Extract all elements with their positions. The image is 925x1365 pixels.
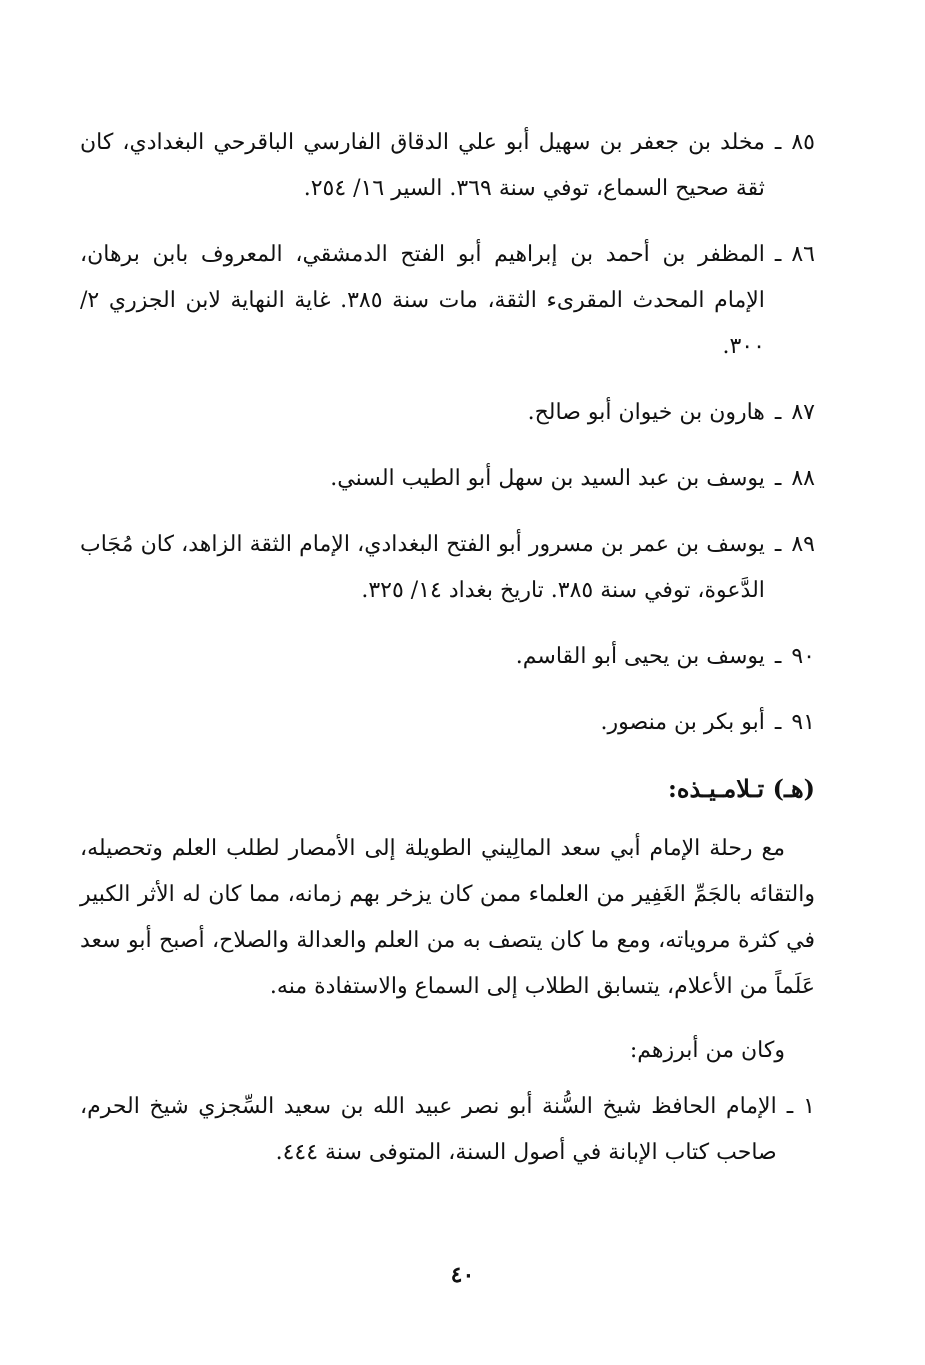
entry-number: ١ bbox=[803, 1094, 815, 1119]
entry-dash: ـ bbox=[774, 242, 782, 267]
body-paragraph: مع رحلة الإمام أبي سعد المالِيني الطويلة إلى الأمصار لطلب العلم وتحصيله، والتقائه بالجَمِّ الغَفِير من العلماء ممن كان يزخر بهم زمانه، مما كان له الأثر الكبير في كثرة مروياته، ومع ما كان يتصف به من العلم والعدالة والصلاح، أصبح أبو سعد عَلَماً من الأعلام، يتسابق الطلاب إلى السماع والاستفادة منه. bbox=[80, 836, 816, 999]
entry-dash: ـ bbox=[786, 1094, 794, 1119]
entry-dash: ـ bbox=[774, 466, 782, 491]
entry-text: المظفر بن أحمد بن إبراهيم أبو الفتح الدمشقي، المعروف بابن برهان، الإمام المحدث المقرىء الثقة، مات سنة ٣٨٥. غاية النهاية لابن الجزري ٢/ ٣٠٠. bbox=[80, 242, 765, 359]
list-item bbox=[80, 700, 815, 746]
entry-text: يوسف بن عمر بن مسرور أبو الفتح البغدادي، الإمام الثقة الزاهد، كان مُجَاب الدَّعوة، توفي سنة ٣٨٥. تاريخ بغداد ١٤/ ٣٢٥. bbox=[80, 532, 765, 603]
entry-dash: ـ bbox=[774, 644, 782, 669]
entry-text: الإمام الحافظ شيخ السُّنة أبو نصر عبيد الله بن سعيد السِّجزي شيخ الحرم، صاحب كتاب الإبانة في أصول السنة، المتوفى سنة ٤٤٤. bbox=[80, 1094, 777, 1165]
list-item bbox=[80, 232, 815, 370]
page-body bbox=[80, 120, 815, 1196]
entry-text: يوسف بن يحيى أبو القاسم. bbox=[515, 644, 765, 669]
entry-number: ٩١ bbox=[791, 710, 815, 735]
list-item bbox=[80, 120, 815, 212]
entry-number: ٩٠ bbox=[791, 644, 815, 669]
lead-in-text: وكان من أبرزهم: bbox=[629, 1038, 785, 1063]
entry-text: هارون بن خيوان أبو صالح. bbox=[527, 400, 765, 425]
entry-dash: ـ bbox=[774, 532, 782, 557]
entry-text: مخلد بن جعفر بن سهيل أبو علي الدقاق الفارسي الباقرحي البغدادي، كان ثقة صحيح السماع، توفي سنة ٣٦٩. السير ١٦/ ٢٥٤. bbox=[80, 130, 765, 201]
entry-number: ٨٧ bbox=[791, 400, 815, 425]
entry-text: أبو بكر بن منصور. bbox=[600, 710, 765, 735]
entry-dash: ـ bbox=[774, 130, 782, 155]
entry-number: ٨٩ bbox=[791, 532, 815, 557]
list-item bbox=[80, 634, 815, 680]
section-heading: (هـ) تـلامـيـذه: bbox=[668, 774, 815, 803]
entry-text: يوسف بن عبد السيد بن سهل أبو الطيب السني. bbox=[330, 466, 765, 491]
entry-number: ٨٦ bbox=[791, 242, 815, 267]
entry-number: ٨٨ bbox=[791, 466, 815, 491]
list-item bbox=[80, 522, 815, 614]
entry-dash: ـ bbox=[774, 710, 782, 735]
page-number: ٤٠ bbox=[450, 1262, 475, 1288]
entry-dash: ـ bbox=[774, 400, 782, 425]
list-item bbox=[80, 1084, 815, 1176]
list-item bbox=[80, 456, 815, 502]
entry-number: ٨٥ bbox=[791, 130, 815, 155]
list-item bbox=[80, 390, 815, 436]
